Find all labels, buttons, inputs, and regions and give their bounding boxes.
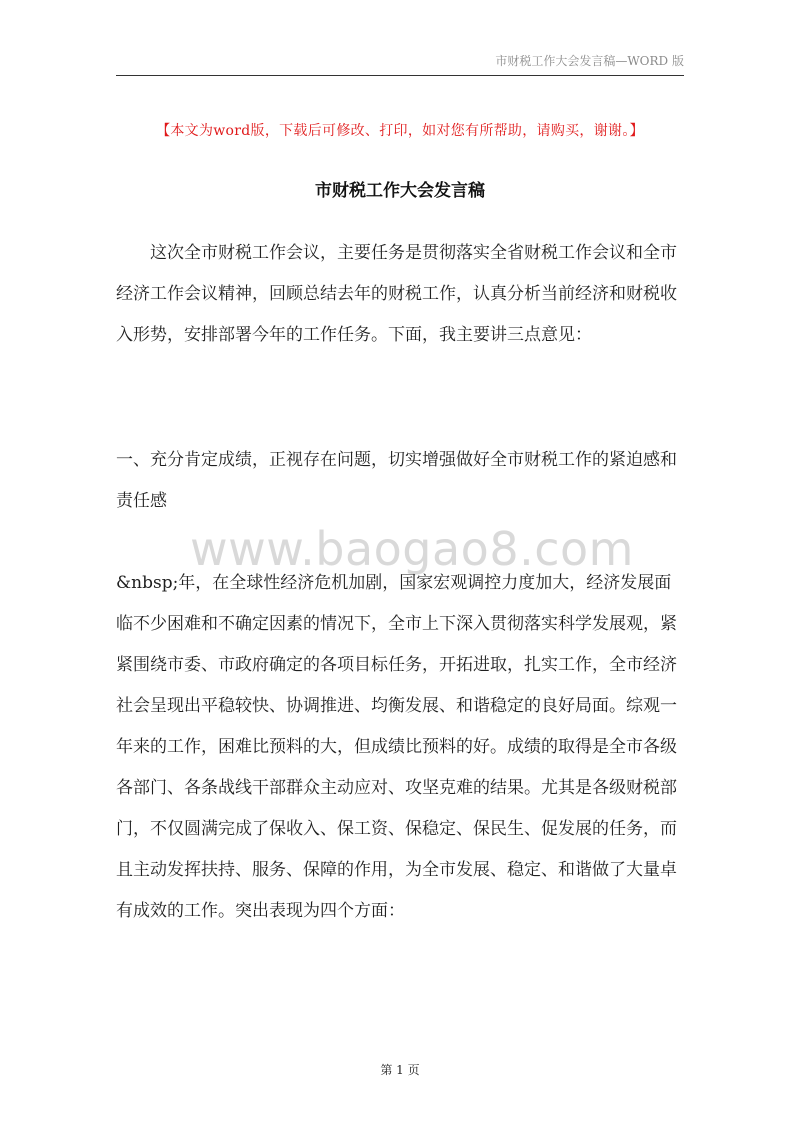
- running-header: 市财税工作大会发言稿—WORD 版: [495, 54, 684, 68]
- intro-paragraph: 这次全市财税工作会议，主要任务是贯彻落实全省财税工作会议和全市经济工作会议精神，回顾总结去年的财税工作，认真分析当前经济和财税收入形势，安排部署今年的工作任务。下面，我主要讲三点意见：: [116, 243, 677, 345]
- watermark: www.baogao8.com: [190, 522, 634, 576]
- header-divider: [116, 75, 684, 76]
- document-title: 市财税工作大会发言稿: [315, 181, 485, 201]
- section-heading: 一、充分肯定成绩，正视存在问题，切实增强做好全市财税工作的紧迫感和责任感: [116, 450, 677, 511]
- purchase-notice: 【本文为word版，下载后可修改、打印，如对您有所帮助，请购买，谢谢。】: [156, 123, 644, 139]
- page-number: 第 1 页: [380, 1063, 420, 1077]
- body-paragraph: &nbsp;年，在全球性经济危机加剧，国家宏观调控力度加大，经济发展面临不少困难和不确定因素的情况下，全市上下深入贯彻落实科学发展观，紧紧围绕市委、市政府确定的各项目标任务，开拓进取，扎实工作，全市经济社会呈现出平稳较快、协调推进、均衡发展、和谐稳定的良好局面。综观一年来的工作，困难比预料的大，但成绩比预料的好。成绩的取得是全市各级各部门、各条战线干部群众主动应对、攻坚克难的结果。尤其是各级财税部门，不仅圆满完成了保收入、保工资、保稳定、保民生、促发展的任务，而且主动发挥扶持、服务、保障的作用，为全市发展、稳定、和谐做了大量卓有成效的工作。突出表现为四个方面：: [116, 573, 677, 921]
